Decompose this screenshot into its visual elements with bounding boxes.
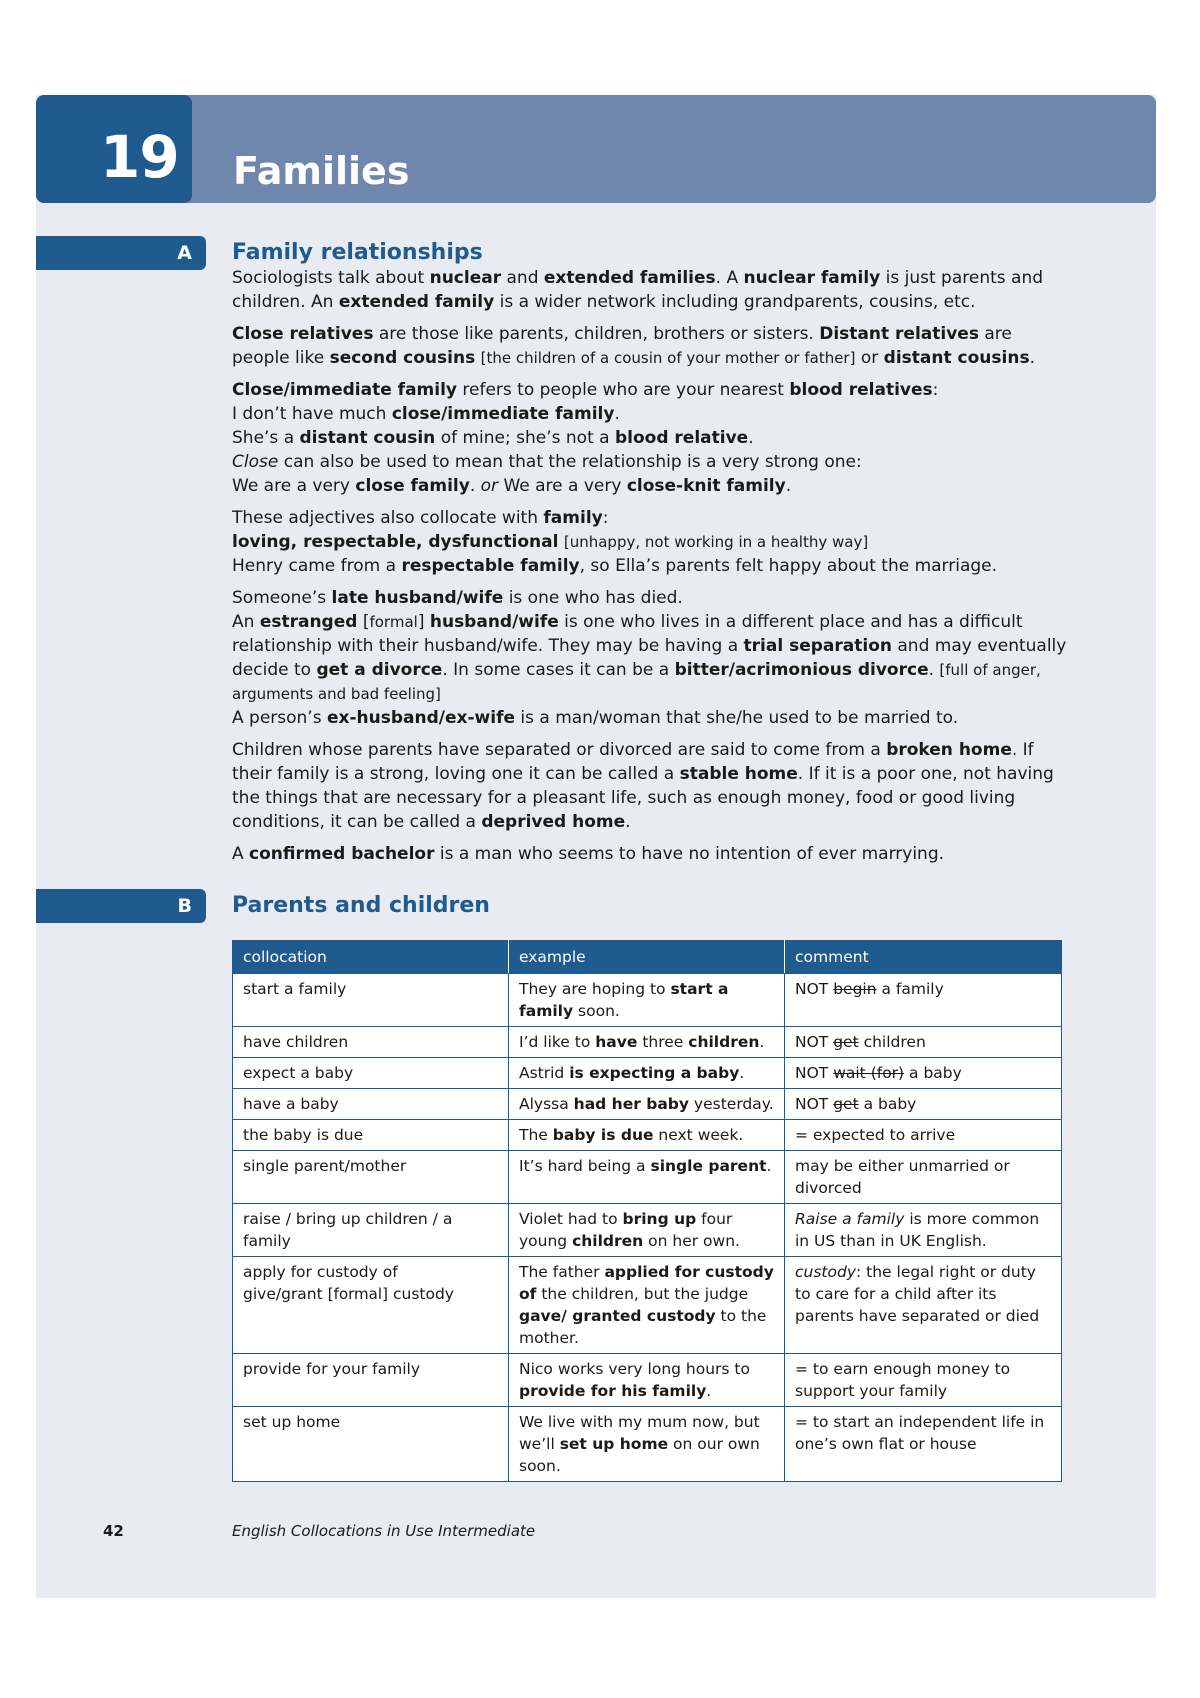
paragraph: Close relatives are those like parents, children, brothers or sisters. Distant relatives are people like second cousins [the children of a cousin of your mother or father] or distant cousins. bbox=[232, 324, 1035, 368]
section-b-tab bbox=[36, 889, 206, 923]
unit-header-bar bbox=[36, 95, 1156, 203]
table-row bbox=[233, 1120, 1062, 1151]
table-row bbox=[233, 1058, 1062, 1089]
example-cell: Alyssa had her baby yesterday. bbox=[509, 1089, 785, 1120]
comment-cell: NOT get children bbox=[785, 1027, 1062, 1058]
collocation-cell: the baby is due bbox=[233, 1120, 509, 1151]
unit-title: Families bbox=[233, 149, 410, 193]
table-row bbox=[233, 1204, 1062, 1257]
column-header: collocation bbox=[233, 941, 509, 974]
column-header: example bbox=[509, 941, 785, 974]
example-cell: Nico works very long hours to provide for his family. bbox=[509, 1354, 785, 1407]
collocation-table bbox=[232, 940, 1062, 1482]
collocation-cell: set up home bbox=[233, 1407, 509, 1482]
comment-cell: = to start an independent life in one’s own flat or house bbox=[785, 1407, 1062, 1482]
section-letter: B bbox=[177, 895, 192, 917]
paragraph: These adjectives also collocate with family: loving, respectable, dysfunctional [unhappy, not working in a healthy way] Henry came from a respectable family, so Ella’s parents felt happy about the marriage. bbox=[232, 508, 998, 576]
section-a-heading: Family relationships bbox=[232, 240, 483, 265]
section-a-tab bbox=[36, 236, 206, 270]
book-title: English Collocations in Use Intermediate bbox=[232, 1522, 536, 1540]
paragraph: A confirmed bachelor is a man who seems to have no intention of ever marrying. bbox=[232, 844, 945, 864]
paragraph: Sociologists talk about nuclear and extended families. A nuclear family is just parents and children. An extended family is a wider network including grandparents, cousins, etc. bbox=[232, 268, 1044, 312]
comment-cell: NOT get a baby bbox=[785, 1089, 1062, 1120]
collocation-cell: apply for custody of give/grant [formal] custody bbox=[233, 1257, 509, 1354]
collocation-cell: have children bbox=[233, 1027, 509, 1058]
table-row bbox=[233, 974, 1062, 1027]
paragraph: Close/immediate family refers to people who are your nearest blood relatives: I don’t have much close/immediate family. She’s a distant cousin of mine; she’s not a blood relative. Close can also be used to mean that the relationship is a very strong one: We are a very close family. or We are a very close-knit family. bbox=[232, 380, 939, 496]
column-header: comment bbox=[785, 941, 1062, 974]
section-letter: A bbox=[177, 242, 192, 264]
paragraph: Children whose parents have separated or divorced are said to come from a broken home. If their family is a strong, loving one it can be called a stable home. If it is a poor one, not having the things that are necessary for a pleasant life, such as enough money, food or good living conditions, it can be called a deprived home. bbox=[232, 740, 1054, 832]
example-cell: I’d like to have three children. bbox=[509, 1027, 785, 1058]
comment-cell: Raise a family is more common in US than in UK English. bbox=[785, 1204, 1062, 1257]
page-number: 42 bbox=[103, 1522, 124, 1540]
table-row bbox=[233, 1354, 1062, 1407]
comment-cell: = to earn enough money to support your family bbox=[785, 1354, 1062, 1407]
comment-cell: may be either unmarried or divorced bbox=[785, 1151, 1062, 1204]
example-cell: We live with my mum now, but we’ll set up home on our own soon. bbox=[509, 1407, 785, 1482]
section-b-heading: Parents and children bbox=[232, 893, 490, 918]
comment-cell: = expected to arrive bbox=[785, 1120, 1062, 1151]
table-header-row bbox=[233, 941, 1062, 974]
comment-cell: NOT begin a family bbox=[785, 974, 1062, 1027]
example-cell: They are hoping to start a family soon. bbox=[509, 974, 785, 1027]
unit-number: 19 bbox=[100, 123, 179, 191]
table-row bbox=[233, 1089, 1062, 1120]
table-row bbox=[233, 1027, 1062, 1058]
example-cell: The father applied for custody of the children, but the judge gave/ granted custody to the mother. bbox=[509, 1257, 785, 1354]
table-row bbox=[233, 1257, 1062, 1354]
collocation-cell: have a baby bbox=[233, 1089, 509, 1120]
collocation-cell: expect a baby bbox=[233, 1058, 509, 1089]
section-a-body bbox=[232, 266, 1072, 874]
example-cell: Astrid is expecting a baby. bbox=[509, 1058, 785, 1089]
collocation-cell: provide for your family bbox=[233, 1354, 509, 1407]
table-row bbox=[233, 1407, 1062, 1482]
example-cell: The baby is due next week. bbox=[509, 1120, 785, 1151]
example-cell: Violet had to bring up four young children on her own. bbox=[509, 1204, 785, 1257]
table-row bbox=[233, 1151, 1062, 1204]
paragraph: Someone’s late husband/wife is one who has died. An estranged [formal] husband/wife is one who lives in a different place and has a difficult relationship with their husband/wife. They may be having a trial separation and may eventually decide to get a divorce. In some cases it can be a bitter/acrimonious divorce. [full of anger, arguments and bad feeling] A person’s ex-husband/ex-wife is a man/woman that she/he used to be married to. bbox=[232, 588, 1067, 728]
collocation-cell: single parent/mother bbox=[233, 1151, 509, 1204]
collocation-cell: raise / bring up children / a family bbox=[233, 1204, 509, 1257]
example-cell: It’s hard being a single parent. bbox=[509, 1151, 785, 1204]
comment-cell: NOT wait (for) a baby bbox=[785, 1058, 1062, 1089]
collocation-cell: start a family bbox=[233, 974, 509, 1027]
comment-cell: custody: the legal right or duty to care for a child after its parents have separated or died bbox=[785, 1257, 1062, 1354]
